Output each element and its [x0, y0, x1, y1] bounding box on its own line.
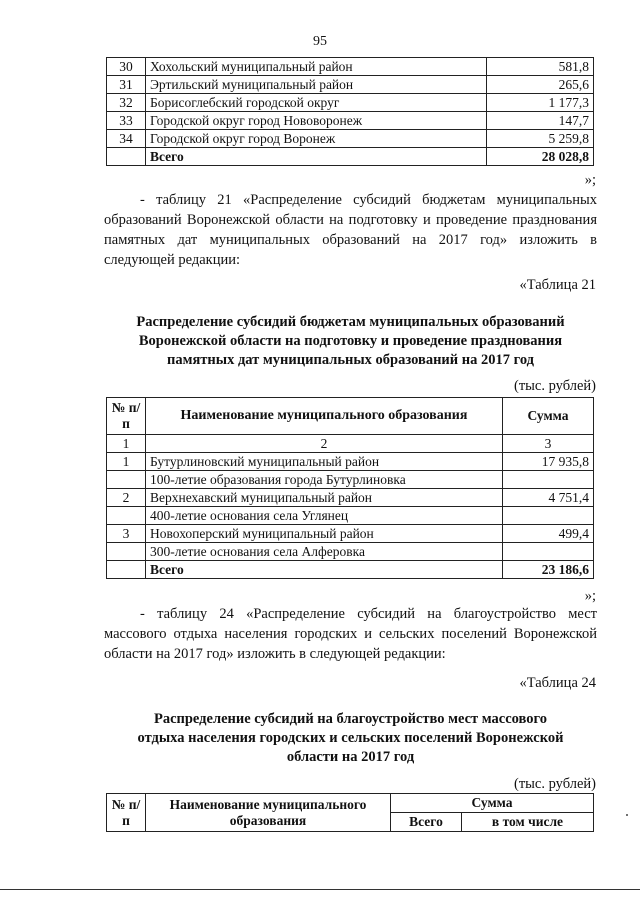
column-number-row: 1 2 3 — [107, 435, 594, 453]
table-row: 31 Эртильский муниципальный район 265,6 — [107, 76, 594, 94]
header-including: в том числе — [462, 813, 594, 832]
table-row: 34 Городской округ город Воронеж 5 259,8 — [107, 130, 594, 148]
total-row — [107, 148, 594, 166]
table-header-row — [107, 398, 594, 435]
table-row: 100-летие образования города Бутурлиновка — [107, 471, 594, 489]
header-num: № п/п — [107, 794, 146, 832]
paragraph-table-24: - таблицу 24 «Распределение субсидий на благоустройство мест массового отдыха населения городских и сельских поселений Воронежской области на 2017 год» изложить в следующей редакции: — [104, 606, 597, 662]
paragraph-table-21: - таблицу 21 «Распределение субсидий бюджетам муниципальных образований Воронежской области на подготовку и проведение празднования памятных дат муниципальных образований на 2017 год» изложить в следующей редакции: — [104, 192, 597, 268]
table-row: 300-летие основания села Алферовка — [107, 543, 594, 561]
header-sum: Сумма — [391, 794, 594, 813]
table-21 — [106, 397, 594, 579]
total-row — [107, 561, 594, 579]
table-top — [106, 57, 594, 166]
header-name: Наименование муниципального образования — [146, 398, 503, 435]
heading-table-24: Распределение субсидий на благоустройство мест массового отдыха населения городских и сельских поселений Воронежской области на 2017 год — [137, 711, 564, 765]
table-row: 2 Верхнехавский муниципальный район 4 751,4 — [107, 489, 594, 507]
table-24-header — [106, 793, 594, 832]
table-row: 30 Хохольский муниципальный район 581,8 — [107, 58, 594, 76]
heading-table-21: Распределение субсидий бюджетам муниципальных образований Воронежской области на подготовку и проведение празднования памятных дат муниципальных образований на 2017 год — [136, 314, 565, 368]
total-value: 28 028,8 — [487, 148, 594, 166]
unit-label-1: (тыс. рублей) — [514, 378, 596, 394]
header-total: Всего — [391, 813, 462, 832]
closing-quote-2: »; — [584, 588, 596, 604]
closing-quote-1: »; — [584, 172, 596, 188]
total-value: 23 186,6 — [503, 561, 594, 579]
table-row: 33 Городской округ город Нововоронеж 147,7 — [107, 112, 594, 130]
table-row: 1 Бутурлиновский муниципальный район 17 935,8 — [107, 453, 594, 471]
caption-table-24: «Таблица 24 — [519, 675, 596, 691]
header-num: № п/п — [107, 398, 146, 435]
total-label: Всего — [146, 561, 503, 579]
page-bottom-edge — [0, 889, 640, 890]
header-sum: Сумма — [503, 398, 594, 435]
unit-label-2: (тыс. рублей) — [514, 776, 596, 792]
table-row: 32 Борисоглебский городской округ 1 177,3 — [107, 94, 594, 112]
scan-dot — [626, 814, 628, 816]
header-name: Наименование муниципального образования — [146, 794, 391, 832]
table-row: 400-летие основания села Углянец — [107, 507, 594, 525]
total-label: Всего — [146, 148, 487, 166]
page-number: 95 — [313, 34, 327, 49]
caption-table-21: «Таблица 21 — [519, 277, 596, 293]
table-row: 3 Новохоперский муниципальный район 499,4 — [107, 525, 594, 543]
